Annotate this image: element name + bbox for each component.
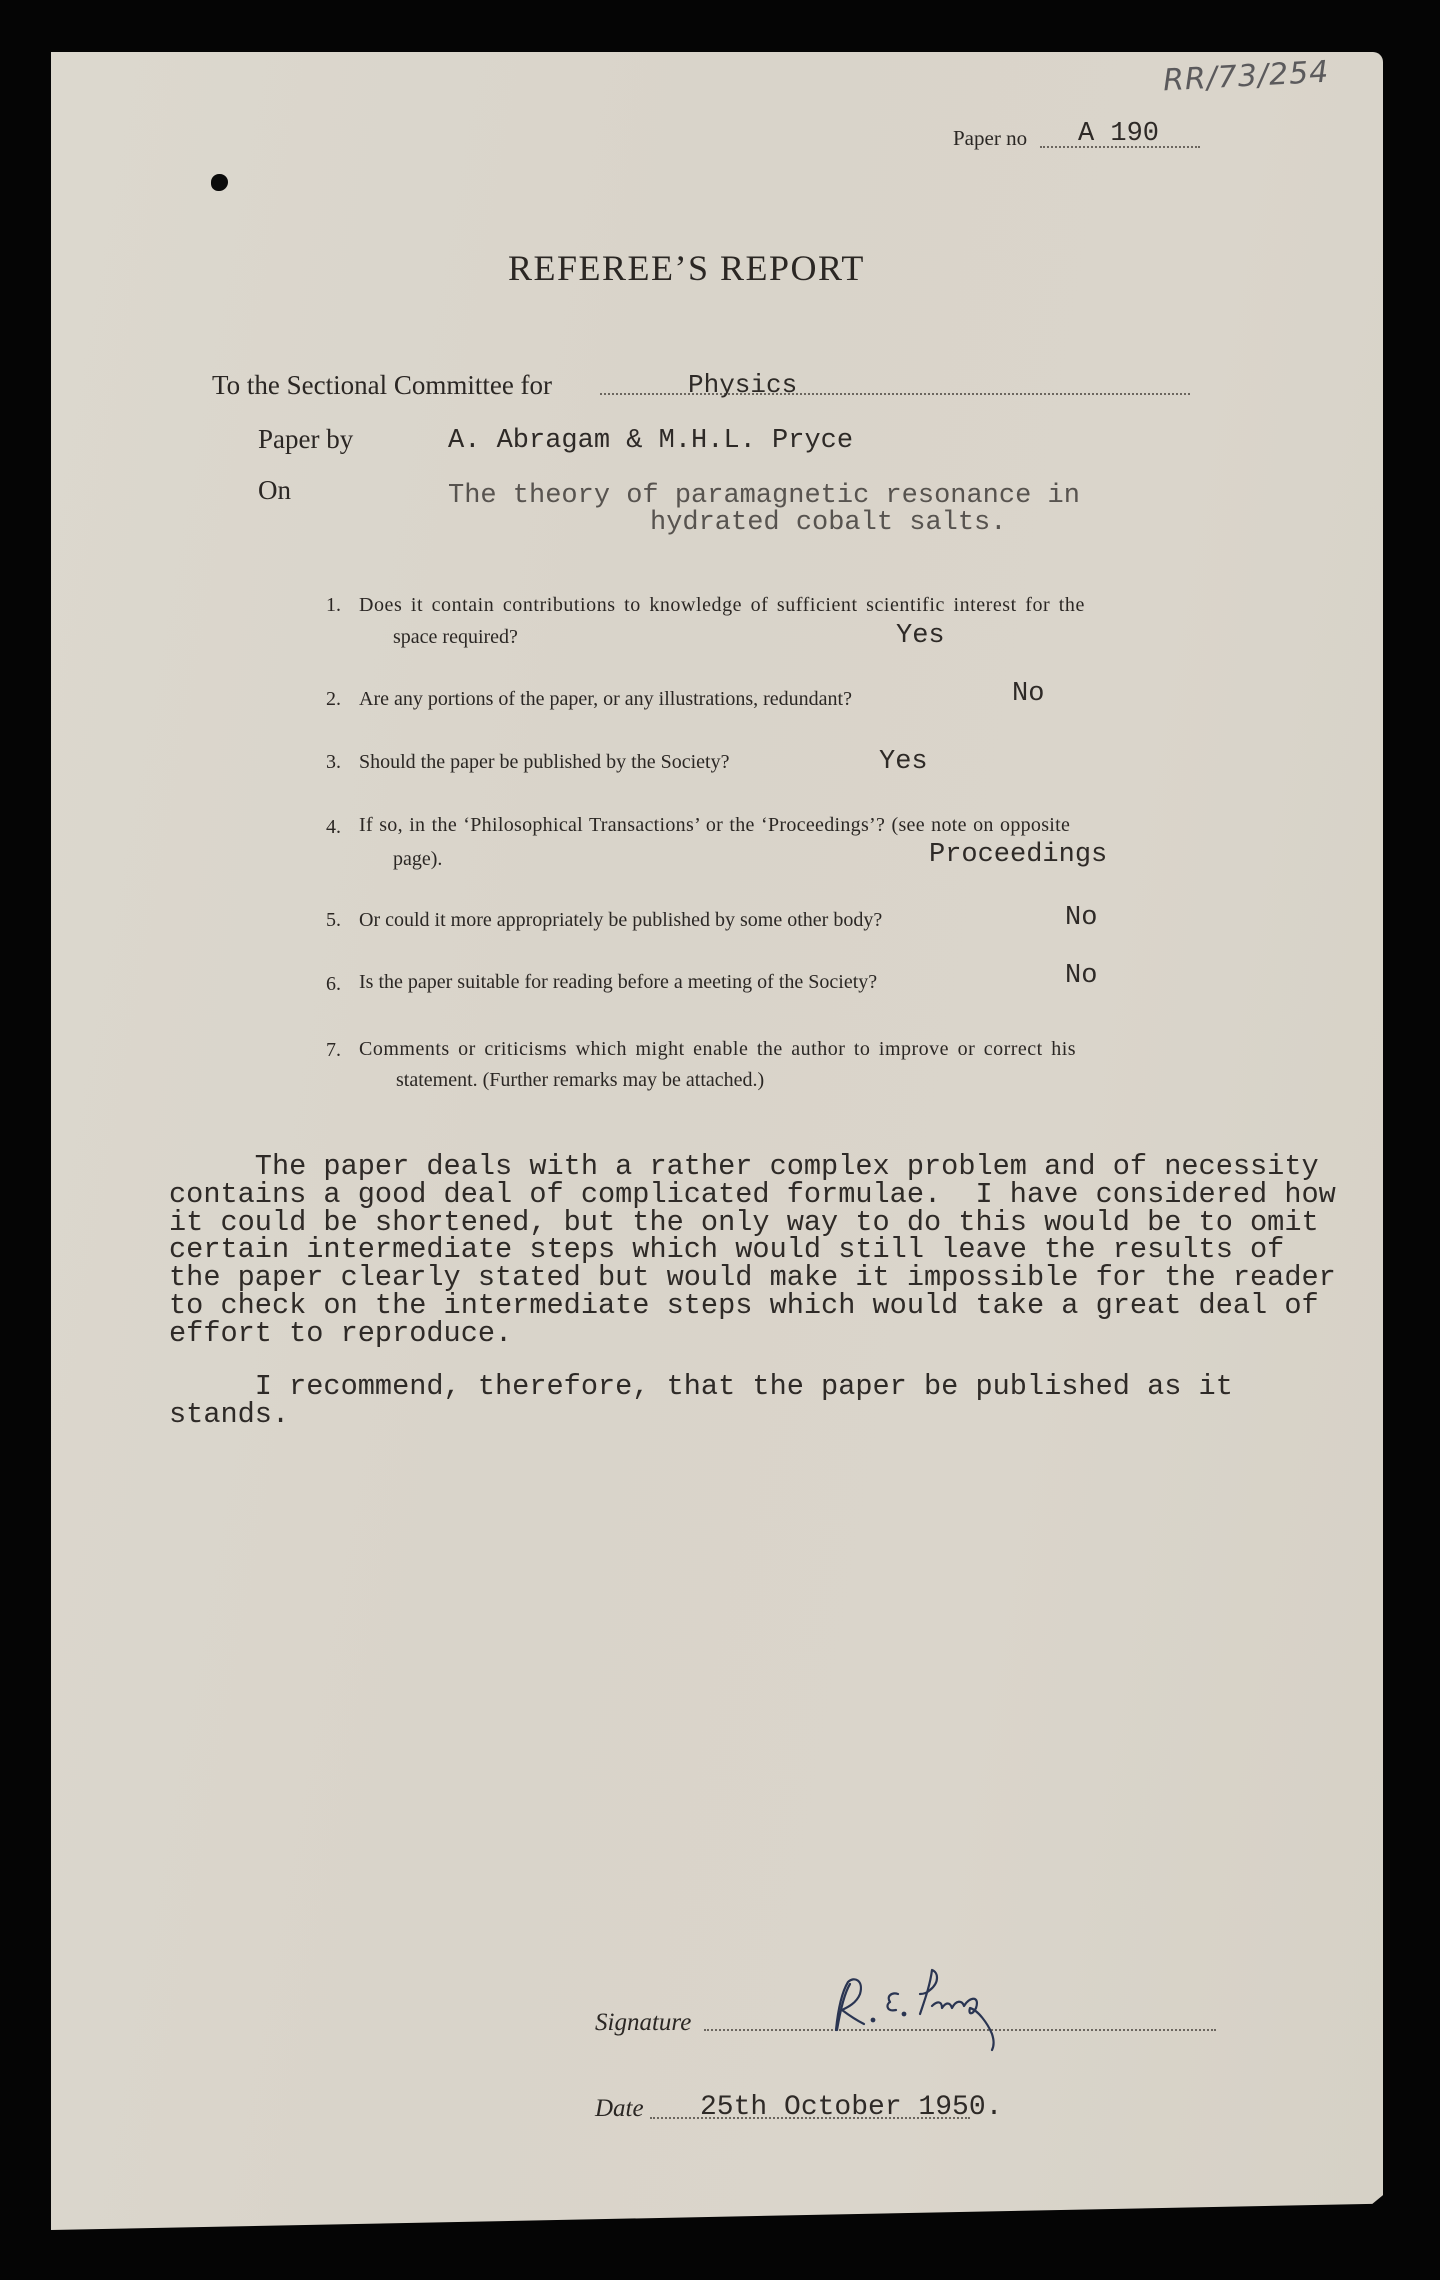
paper-no-value: A 190: [1078, 119, 1160, 149]
paper-by-label: Paper by: [258, 424, 354, 454]
question-text-line: Comments or criticisms which might enable the author to improve or correct his: [359, 1038, 1077, 1060]
paper-no-label: Paper no: [953, 126, 1028, 150]
subject-value-line-1: The theory of paramagnetic resonance in: [448, 481, 1080, 511]
comment-line: it could be shortened, but the only way to do this would be to omit: [169, 1206, 1319, 1239]
date-label: Date: [595, 2095, 644, 2122]
answer-value: No: [1012, 679, 1045, 709]
subject-label: On: [258, 475, 291, 505]
question-text-line: Should the paper be published by the Society?: [359, 751, 730, 773]
committee-value: Physics: [688, 370, 798, 400]
archive-reference: RR/73/254: [1162, 54, 1331, 99]
question-number: 6.: [326, 973, 341, 995]
answer-value: Proceedings: [929, 840, 1108, 870]
committee-label: To the Sectional Committee for: [212, 370, 553, 400]
question-number: 1.: [326, 594, 341, 616]
comment-line: to check on the intermediate steps which would take a great deal of: [169, 1289, 1319, 1322]
comment-line: effort to reproduce.: [169, 1317, 513, 1350]
question-number: 3.: [326, 751, 341, 773]
comment-line: I recommend, therefore, that the paper be published as it: [169, 1370, 1233, 1403]
question-text-line: statement. (Further remarks may be attached.): [396, 1069, 765, 1091]
paper-by-value: A. Abragam & M.H.L. Pryce: [448, 426, 854, 456]
question-number: 5.: [326, 909, 341, 931]
comment-line: stands.: [169, 1398, 290, 1431]
question-text-line: Or could it more appropriately be published by some other body?: [359, 909, 883, 931]
signature-label: Signature: [595, 2009, 692, 2036]
page-title: REFEREE’S REPORT: [508, 248, 865, 288]
comment-line: the paper clearly stated but would make it impossible for the reader: [169, 1261, 1336, 1294]
question-text-line: Are any portions of the paper, or any illustrations, redundant?: [359, 688, 852, 710]
comment-line: certain intermediate steps which would still leave the results of: [169, 1233, 1285, 1266]
question-text-line: Is the paper suitable for reading before a meeting of the Society?: [359, 971, 878, 993]
answer-value: No: [1065, 961, 1098, 991]
subject-value-line-2: hydrated cobalt salts.: [650, 508, 1007, 538]
comment-line: The paper deals with a rather complex problem and of necessity: [169, 1150, 1319, 1183]
question-text-line: Does it contain contributions to knowledge of sufficient scientific interest for the: [359, 594, 1085, 616]
question-text-line: page).: [393, 848, 443, 870]
answer-value: Yes: [879, 747, 928, 777]
question-number: 4.: [326, 816, 341, 838]
punch-hole: [211, 174, 228, 191]
answer-value: Yes: [896, 621, 945, 651]
comment-line: contains a good deal of complicated formulae. I have considered how: [169, 1178, 1336, 1211]
question-text-line: space required?: [393, 626, 518, 648]
date-value: 25th October 1950.: [700, 2092, 1003, 2123]
question-number: 7.: [326, 1039, 341, 1061]
answer-value: No: [1065, 903, 1098, 933]
question-number: 2.: [326, 688, 341, 710]
question-text-line: If so, in the ‘Philosophical Transactions’ or the ‘Proceedings’? (see note on opposite: [359, 814, 1071, 836]
handwritten-signature: [820, 1950, 1020, 2060]
